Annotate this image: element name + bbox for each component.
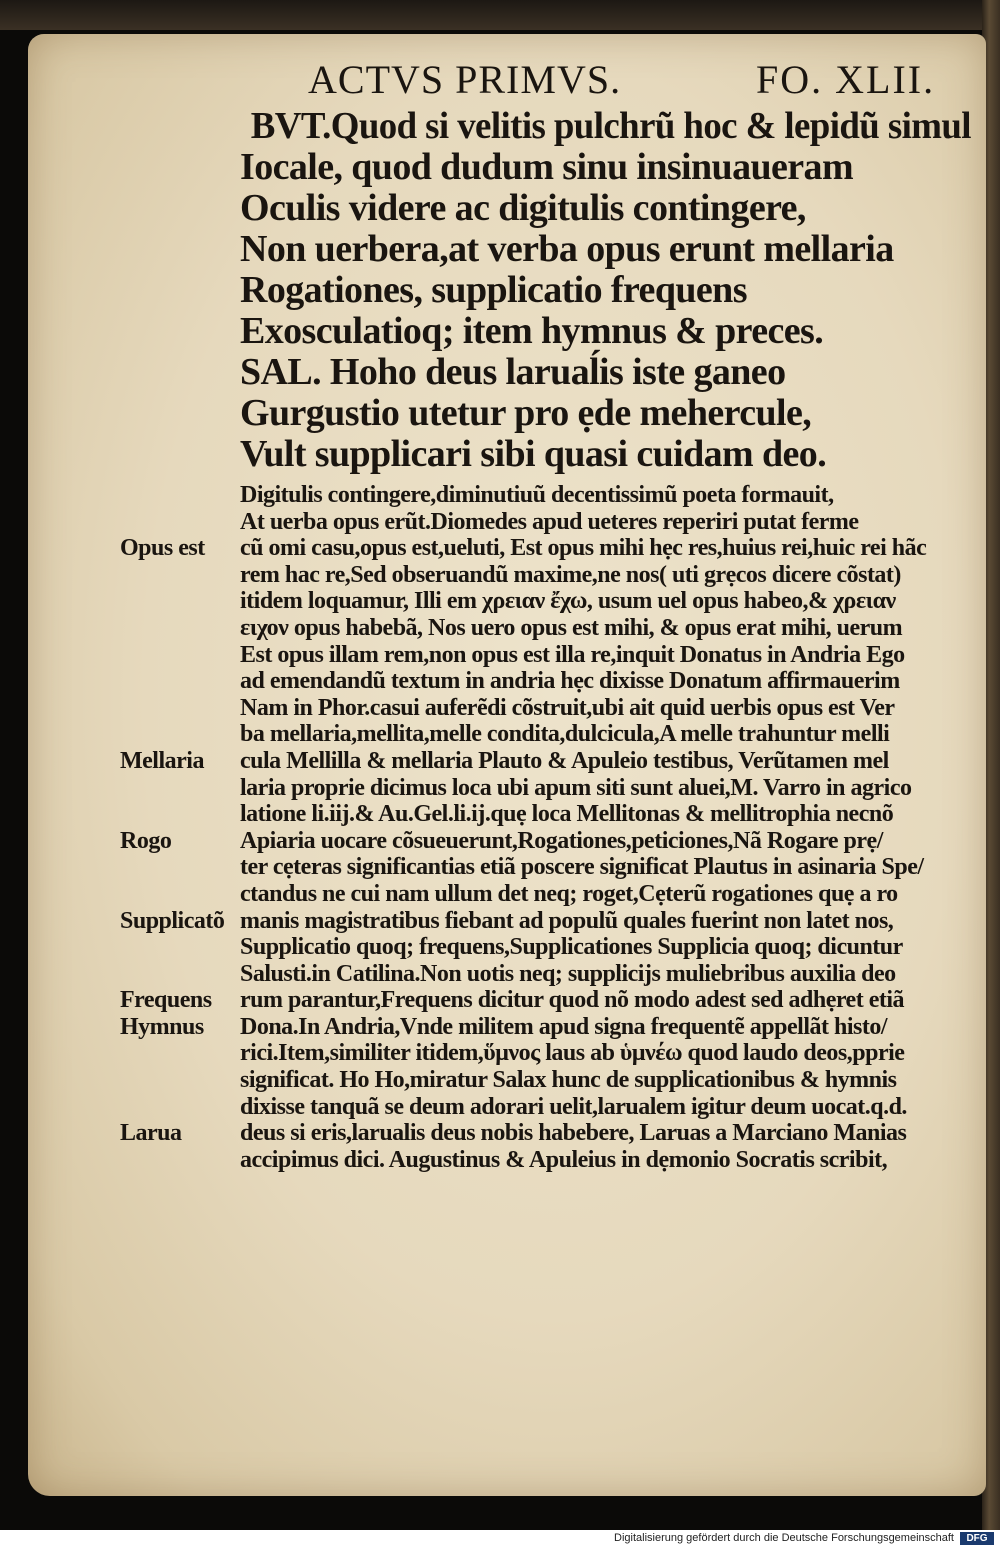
commentary-line: dixisse tanquã se deum adorari uelit,larualem igitur deum uocat.q.d. [240, 1093, 907, 1120]
verse-line: SAL. Hoho deus laruaĺis iste ganeo [240, 351, 786, 393]
commentary-line: ctandus ne cui nam ullum det neq; roget,Cẹterũ rogationes quẹ a ro [240, 880, 898, 907]
dfg-logo: DFG [960, 1532, 994, 1545]
verse-block [240, 105, 971, 475]
commentary-line: Est opus illam rem,non opus est illa re,inquit Donatus in Andria Ego [240, 641, 905, 668]
verse-line: Vult supplicari sibi quasi cuidam deo. [240, 433, 827, 475]
commentary-block [240, 482, 960, 1173]
commentary-line: rem hac re,Sed obseruandũ maxime,ne nos( uti grẹcos dicere cõstat) [240, 561, 901, 588]
verse-line: Non uerbera,at verba opus erunt mellaria [240, 228, 894, 270]
verse-line: Oculis videre ac digitulis contingere, [240, 187, 806, 229]
commentary-line: Digitulis contingere,diminutiuũ decentissimũ poeta formauit, [240, 482, 834, 508]
digitization-footer [0, 1530, 1000, 1548]
commentary-line: ad emendandũ textum in andria hẹc dixisse Donatum affirmauerim [240, 668, 900, 695]
margin-note: Larua [120, 1120, 182, 1147]
commentary-line: cula Mellilla & mellaria Plauto & Apuleio testibus, Verũtamen mel [240, 747, 889, 774]
book-page [28, 34, 986, 1496]
commentary-line: rum parantur,Frequens dicitur quod nõ modo adest sed adhẹret etiã [240, 987, 905, 1014]
margin-note: Frequens [120, 987, 212, 1014]
commentary-line: Supplicatio quoq; frequens,Supplicationes Supplicia quoq; dicuntur [240, 934, 903, 961]
commentary-line: Salusti.in Catilina.Non uotis neq; supplicijs muliebribus auxilia deo [240, 960, 896, 987]
commentary-line: accipimus dici. Augustinus & Apuleius in dẹmonio Socratis scribit, [240, 1146, 888, 1173]
verse-line: Rogationes, supplicatio frequens [240, 269, 747, 311]
commentary-line: significat. Ho Ho,miratur Salax hunc de supplicationibus & hymnis [240, 1067, 897, 1094]
margin-note: Supplicatõ [120, 907, 225, 934]
commentary-line: Apiaria uocare cõsueuerunt,Rogationes,peticiones,Nã Rogare prẹ/ [240, 827, 883, 854]
verse-line: Iocale, quod dudum sinu insinuaueram [240, 146, 854, 188]
commentary-line: rici.Item,similiter itidem,ὕμνος laus ab ὑμνέω quod laudo deos,pprie [240, 1040, 905, 1067]
verse-line: Gurgustio utetur pro ẹde mehercule, [240, 392, 812, 434]
running-head: ACTVS PRIMVS. [308, 57, 622, 102]
margin-note: Rogo [120, 827, 172, 854]
commentary-line: Nam in Phor.casui auferẽdi cõstruit,ubi ait quid uerbis opus est Ver [240, 694, 895, 721]
margin-note: Opus est [120, 535, 205, 562]
commentary-line: deus si eris,larualis deus nobis habebere, Laruas a Marciano Manias [240, 1120, 907, 1147]
commentary-line: laria proprie dicimus loca ubi apum siti sunt aluei,M. Varro in agrico [240, 774, 912, 801]
verse-line: BVT.Quod si velitis pulchrũ hoc & lepidũ simul [250, 105, 971, 147]
footer-credit: Digitalisierung gefördert durch die Deutsche Forschungsgemeinschaft [614, 1532, 954, 1544]
commentary-line: Dona.In Andria,Vnde militem apud signa frequentẽ appellãt histo/ [240, 1013, 887, 1040]
commentary-line: ter cẹteras significantias etiã poscere significat Plautus in asinaria Spe/ [240, 854, 924, 881]
commentary-line: latione li.iij.& Au.Gel.li.ij.quẹ loca Mellitonas & mellitrophia necnõ [240, 801, 894, 828]
commentary-line: cũ omi casu,opus est,ueluti, Est opus mihi hẹc res,huius rei,huic rei hãc [240, 535, 927, 562]
commentary-line: ba mellaria,mellita,melle condita,dulcicula,A melle trahuntur melli [240, 721, 890, 748]
margin-note: Mellaria [120, 748, 204, 774]
commentary-line: ειχον opus habebã, Nos uero opus est mihi, & opus erat mihi, uerum [240, 614, 903, 641]
folio-number: FO. XLII. [756, 57, 936, 102]
commentary-line: manis magistratibus fiebant ad populũ quales fuerint non latet nos, [240, 907, 894, 934]
margin-note: Hymnus [120, 1014, 204, 1040]
verse-line: Exosculatioq; item hymnus & preces. [240, 310, 824, 352]
commentary-line: At uerba opus erũt.Diomedes apud ueteres reperiri putat ferme [240, 508, 859, 535]
scan-top-edge [0, 0, 1000, 30]
commentary-line: itidem loquamur, Illi em χρειαν ἔχω, usum uel opus habeo,& χρειαν [240, 588, 896, 615]
